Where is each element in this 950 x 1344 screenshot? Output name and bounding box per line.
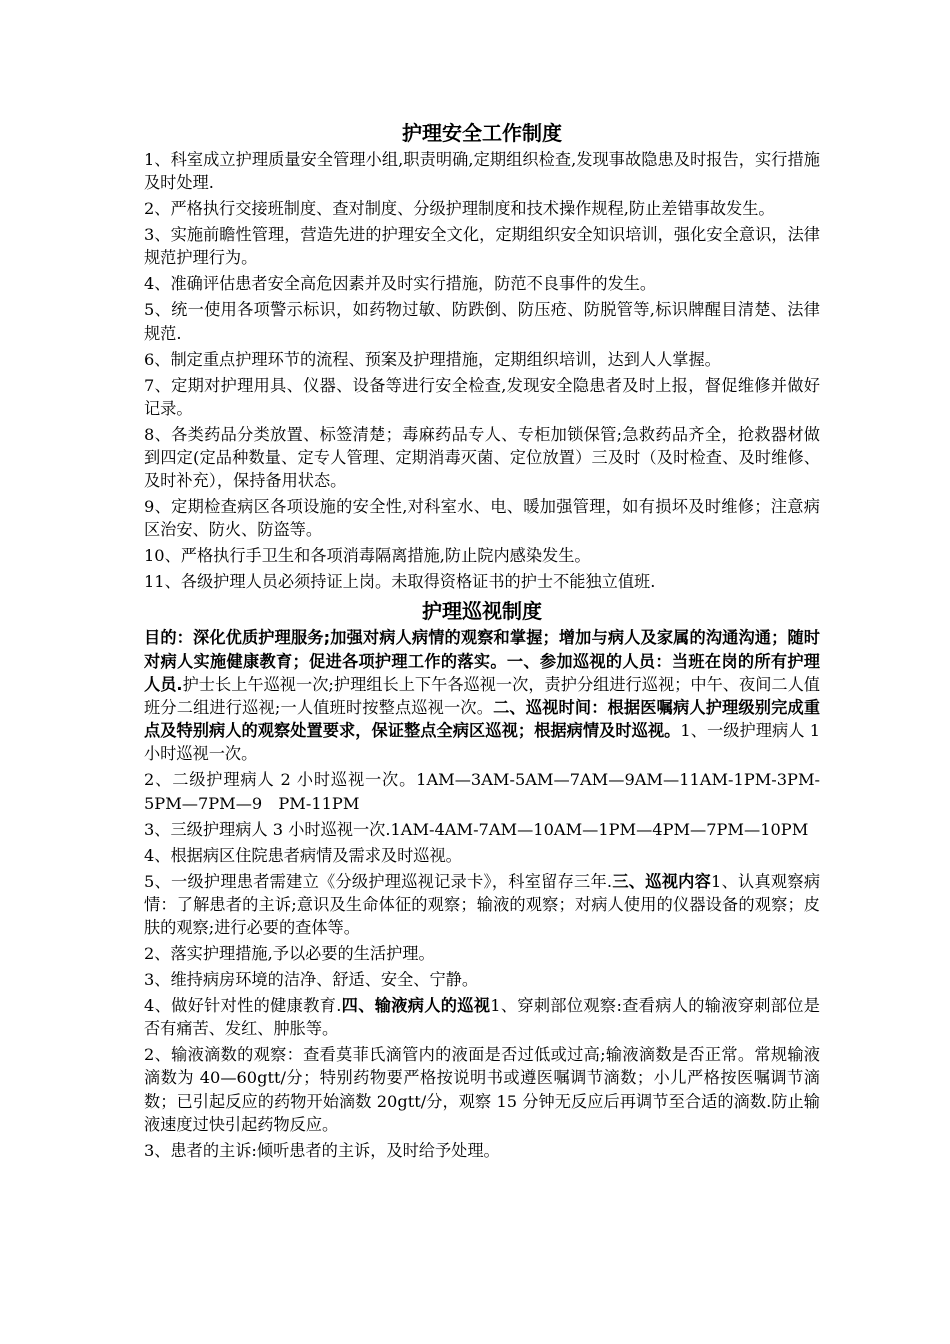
patrol-health-education-text: 4、做好针对性的健康教育. xyxy=(144,996,342,1016)
safety-item-10: 10、严格执行手卫生和各项消毒隔离措施,防止院内感染发生。 xyxy=(144,546,591,566)
safety-item-8: 8、各类药品分类放置、标签清楚；毒麻药品专人、专柜加锁保管;急救药品齐全，抢救器材做到四定(定品种数量、定专人管理、定期消毒灭菌、定位放置）三及时（及时检查、及时维修、及时补充），保持备用状态。 xyxy=(144,424,820,491)
patrol-level3: 3、三级护理病人 3 小时巡视一次.1AM-4AM-7AM—10AM—1PM—4PM—7PM—10PM xyxy=(144,819,809,839)
patrol-care-measures: 2、落实护理措施,予以必要的生活护理。 xyxy=(144,944,435,964)
patrol-record-card-text: 5、一级护理患者需建立《分级护理巡视记录卡》，科室留存三年. xyxy=(144,871,613,891)
patrol-infusion-paragraph xyxy=(144,994,820,1040)
patrol-purpose-bold: 目的：深化优质护理服务;加强对病人病情的观察和掌握；增加与病人及家属的沟通沟通；随时对病人实施健康教育；促进各项护理工作的落实。一、参加巡视的人员：当班在岗的所有护理人员. xyxy=(144,628,820,694)
patrol-puncture-text: 1、穿刺部位观察:查看病人的输液穿刺部位是否有痛苦、发红、肿胀等。 xyxy=(144,996,820,1039)
safety-item-11: 11、各级护理人员必须持证上岗。未取得资格证书的护士不能独立值班. xyxy=(144,572,656,592)
safety-item-9: 9、定期检查病区各项设施的安全性,对科室水、电、暖加强管理，如有损坏及时维修；注意病区治安、防火、防盗等。 xyxy=(144,497,820,540)
patrol-personnel-text: 护士长上午巡视一次;护理组长上下午各巡视一次，责护分组进行巡视；中午、夜间二人值班分二组进行巡视;一人值班时按整点巡视一次。 xyxy=(144,674,820,718)
safety-item-2: 2、严格执行交接班制度、查对制度、分级护理制度和技术操作规程,防止差错事故发生。 xyxy=(144,199,775,219)
patrol-observe-text: 1、认真观察病情：了解患者的主诉;意识及生命体征的观察；输液的观察；对病人使用的仪器设备的观察；皮肤的观察;进行必要的查体等。 xyxy=(144,871,821,938)
patrol-level1-text: 1、一级护理病人 1 小时巡视一次。 xyxy=(144,721,821,764)
patrol-ward-environment: 3、维持病房环境的洁净、舒适、安全、宁静。 xyxy=(144,970,479,990)
safety-item-3: 3、实施前瞻性管理，营造先进的护理安全文化，定期组织安全知识培训，强化安全意识，法律规范护理行为。 xyxy=(144,225,820,268)
patrol-need-based: 4、根据病区住院患者病情及需求及时巡视。 xyxy=(144,845,462,865)
patrol-patient-complaint: 3、患者的主诉:倾听患者的主诉，及时给予处理。 xyxy=(144,1140,500,1160)
patrol-record-card-paragraph xyxy=(144,870,820,940)
safety-item-7: 7、定期对护理用具、仪器、设备等进行安全检查,发现安全隐患者及时上报，督促维修并做好记录。 xyxy=(144,375,820,418)
patrol-level2: 2、二级护理病人 2 小时巡视一次。1AM—3AM-5AM—7AM—9AM—11AM-1PM-3PM-5PM—7PM—9 PM-11PM xyxy=(144,770,820,813)
safety-item-4: 4、准确评估患者安全高危因素并及时实行措施，防范不良事件的发生。 xyxy=(144,274,657,294)
safety-item-6: 6、制定重点护理环节的流程、预案及护理措施，定期组织培训，达到人人掌握。 xyxy=(144,349,721,369)
patrol-infusion-bold: 四、输液病人的巡视 xyxy=(341,996,491,1016)
patrol-drip-rate: 2、输液滴数的观察：查看莫菲氏滴管内的液面是否过低或过高;输液滴数是否正常。常规输液滴数为 40—60gtt/分；特别药物要严格按说明书或遵医嘱调节滴数；小儿严格按医嘱调节滴数；已引起反应的药物开始滴数 20gtt/分，观察 15 分钟无反应后再调节至合适的滴数.防止输液速度过快引起药物反应。 xyxy=(144,1045,820,1134)
safety-item-1: 1、科室成立护理质量安全管理小组,职责明确,定期组织检查,发现事故隐患及时报告，实行措施及时处理. xyxy=(144,150,820,193)
title-safety-system: 护理安全工作制度 xyxy=(402,121,562,145)
patrol-time-bold: 二、巡视时间：根据医嘱病人护理级别完成重点及特别病人的观察处置要求，保证整点全病区巡视；根据病情及时巡视。 xyxy=(144,698,821,741)
document-page xyxy=(144,118,820,1165)
safety-item-5: 5、统一使用各项警示标识，如药物过敏、防跌倒、防压疮、防脱管等,标识牌醒目清楚、法律规范. xyxy=(144,300,820,343)
patrol-content-bold: 三、巡视内容 xyxy=(612,871,712,891)
title-patrol-system: 护理巡视制度 xyxy=(422,599,542,624)
patrol-purpose-paragraph xyxy=(144,626,820,765)
